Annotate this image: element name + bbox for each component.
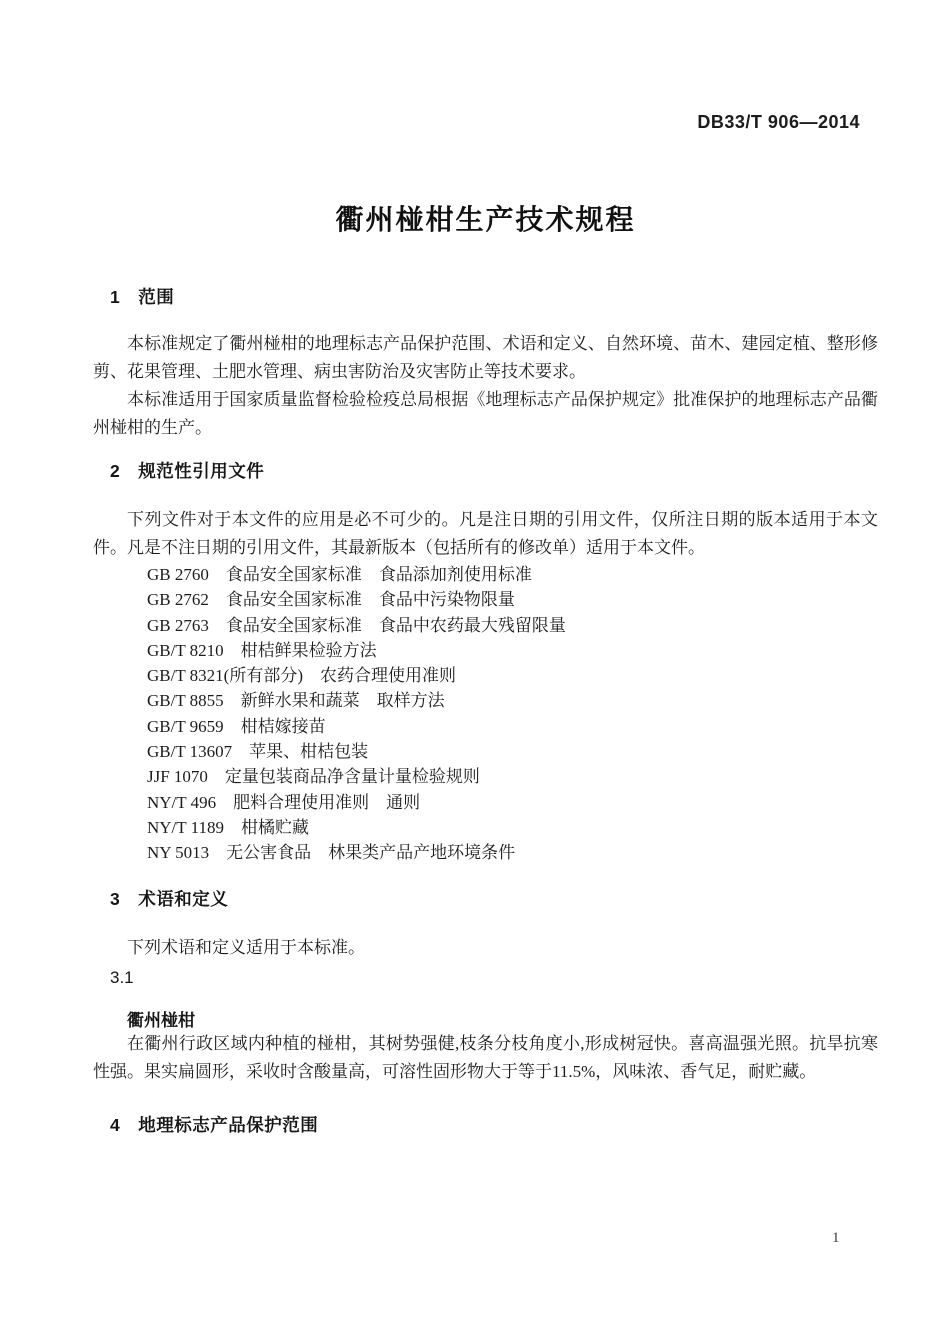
document-title: 衢州椪柑生产技术规程 [335,204,636,235]
references-intro-paragraph: 下列文件对于本文件的应用是必不可少的。凡是注日期的引用文件，仅所注日期的版本适用于本文件。凡是不注日期的引用文件，其最新版本（包括所有的修改单）适用于本文件。 [93,510,878,557]
references-list [93,562,878,866]
terms-intro-paragraph: 下列术语和定义适用于本标准。 [127,938,365,957]
section-2-heading: 2 规范性引用文件 [110,461,265,481]
reference-item: GB 2760 食品安全国家标准 食品添加剂使用标准 [147,565,532,584]
reference-item: NY 5013 无公害食品 林果类产品产地环境条件 [147,843,516,863]
section-1-heading: 1 范围 [110,287,175,307]
reference-item: GB 2762 食品安全国家标准 食品中污染物限量 [147,590,515,610]
term-name: 衢州椪柑 [127,1011,195,1030]
reference-item: GB/T 9659 柑桔嫁接苗 [147,716,326,736]
reference-item: GB/T 8321(所有部分) 农药合理使用准则 [147,666,456,686]
reference-item: GB/T 13607 苹果、柑桔包装 [147,742,369,762]
section-3-heading: 3 术语和定义 [110,889,229,909]
section-4-heading: 4 地理标志产品保护范围 [110,1115,319,1135]
term-definition: 在衢州行政区域内种植的椪柑，其树势强健,枝条分枝角度小,形成树冠快。喜高温强光照。抗旱抗寒性强。果实扁圆形，采收时含酸量高，可溶性固形物大于等于11.5%，风味浓、香气足，耐贮藏。 [93,1034,878,1081]
reference-item: GB 2763 食品安全国家标准 食品中农药最大残留限量 [147,615,566,635]
scope-paragraph-2: 本标准适用于国家质量监督检验检疫总局根据《地理标志产品保护规定》批准保护的地理标志产品衢州椪柑的生产。 [93,390,878,437]
reference-item: GB/T 8855 新鲜水果和蔬菜 取样方法 [147,691,445,711]
reference-item: JJF 1070 定量包装商品净含量计量检验规则 [147,767,480,787]
page-number: 1 [832,1230,840,1246]
scope-paragraph-1: 本标准规定了衢州椪柑的地理标志产品保护范围、术语和定义、自然环境、苗木、建园定植、整形修剪、花果管理、土肥水管理、病虫害防治及灾害防止等技术要求。 [93,334,878,381]
reference-item: GB/T 8210 柑桔鲜果检验方法 [147,640,377,660]
term-item-number: 3.1 [110,968,134,987]
standard-code: DB33/T 906—2014 [697,112,860,132]
reference-item: NY/T 496 肥料合理使用准则 通则 [147,792,421,812]
reference-item: NY/T 1189 柑橘贮藏 [147,817,309,837]
